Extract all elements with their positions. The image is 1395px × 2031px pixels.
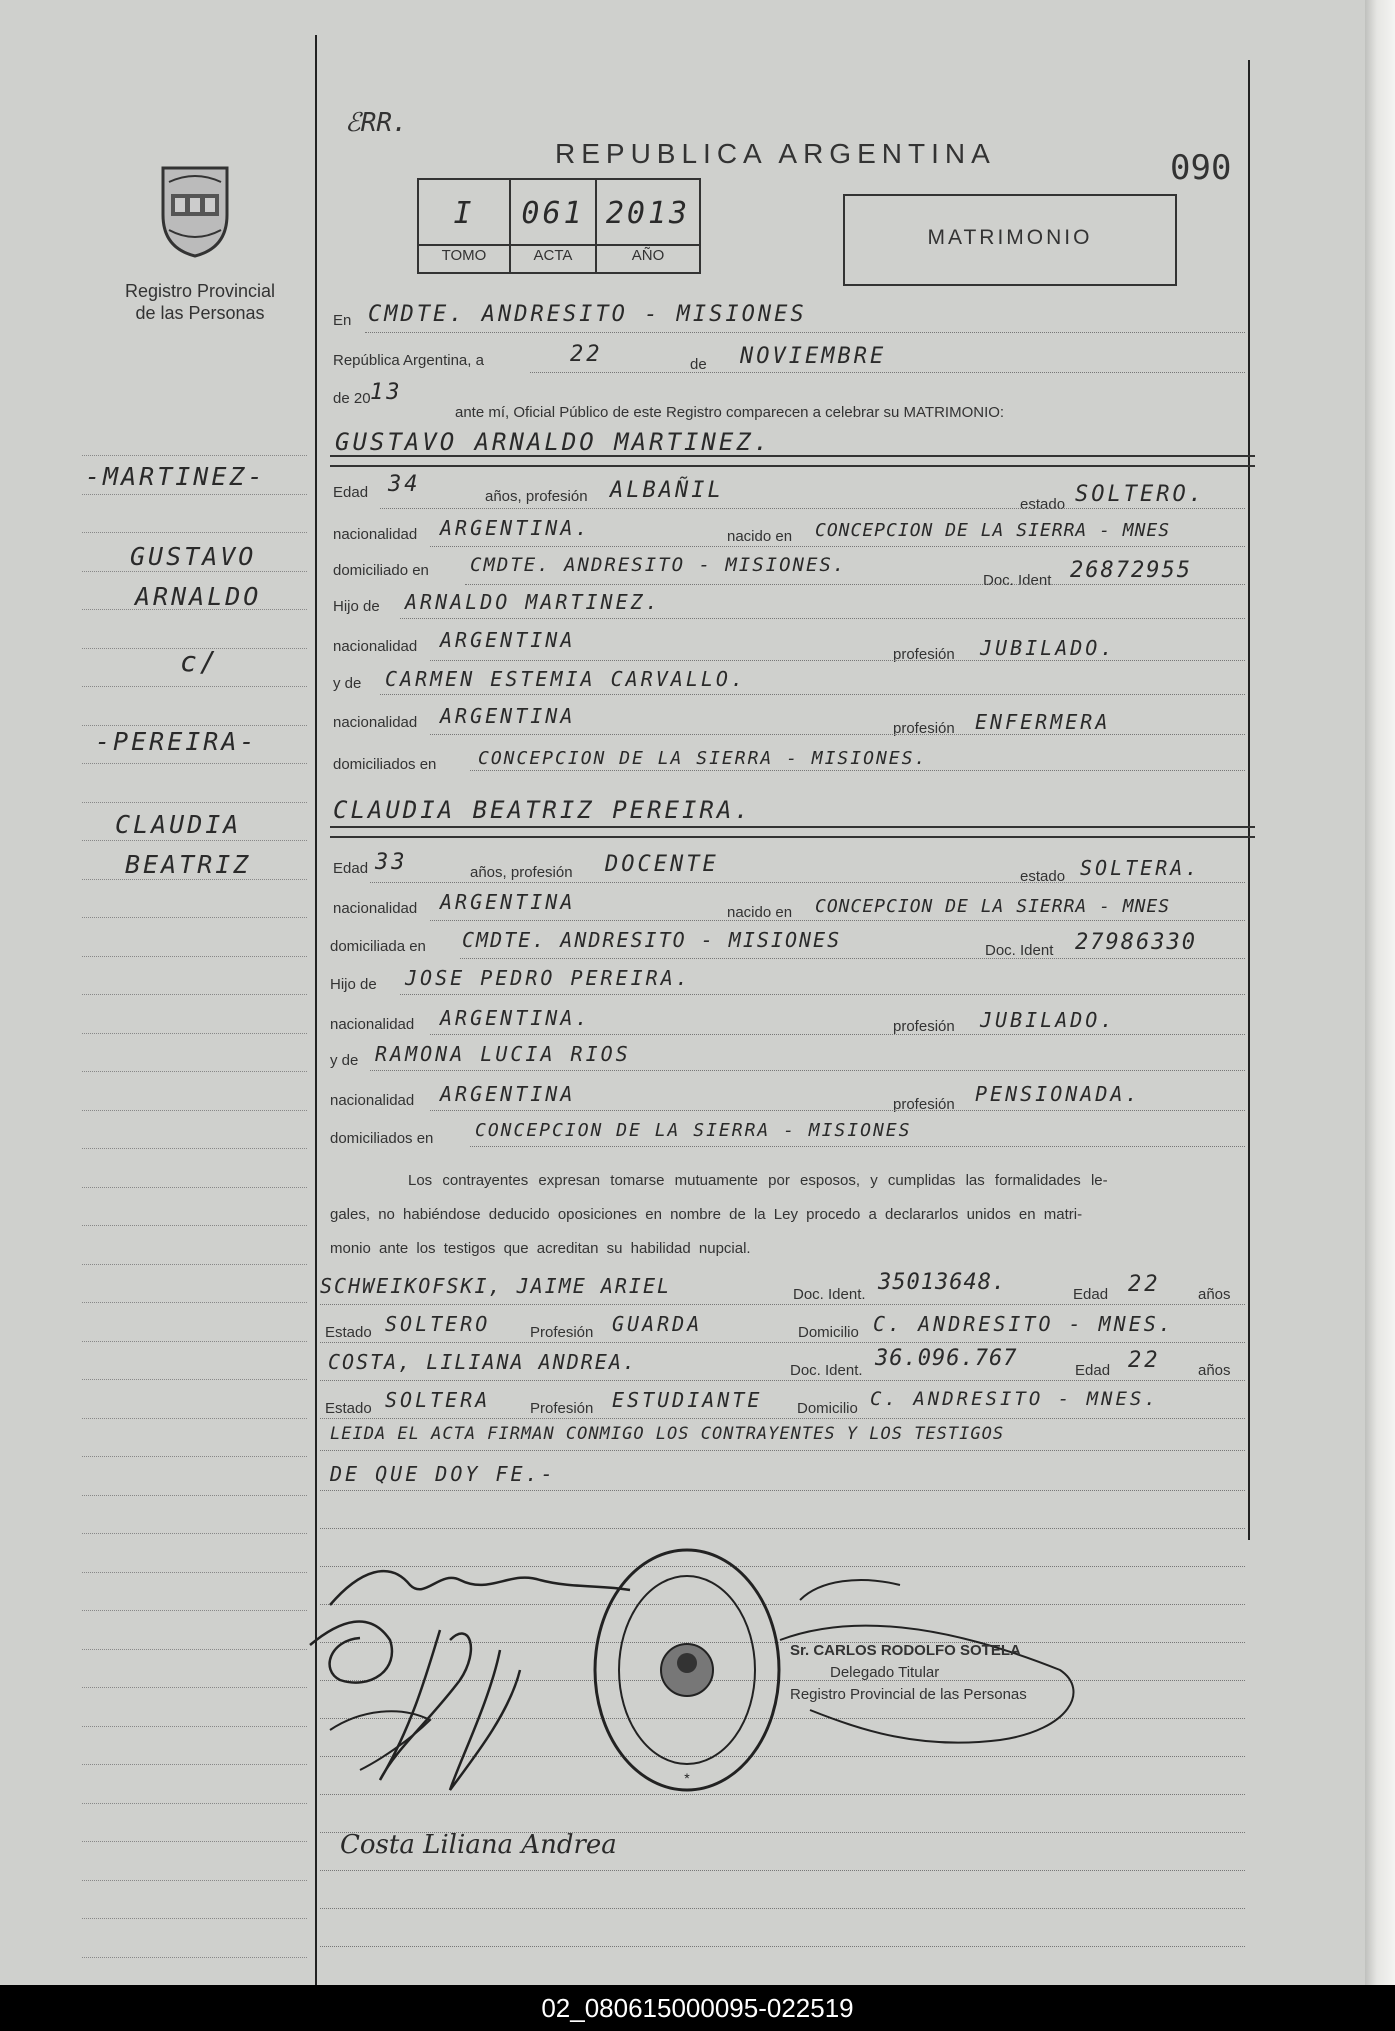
margin-line	[82, 1918, 307, 1919]
officer-office: Registro Provincial de las Personas	[790, 1686, 1027, 1703]
label-hijo-de: Hijo de	[330, 976, 377, 993]
margin-line	[82, 840, 307, 841]
margin-surname2: -PEREIRA-	[95, 727, 258, 756]
margin-line	[82, 648, 307, 649]
label-nacionalidad: nacionalidad	[333, 526, 418, 543]
margin-line	[82, 1880, 307, 1881]
place: CMDTE. ANDRESITO - MISIONES	[368, 302, 807, 327]
margin-line	[82, 1610, 307, 1611]
bride-profession: DOCENTE	[605, 852, 719, 877]
ruled-line	[320, 1528, 1245, 1529]
label-anos: años	[1198, 1286, 1231, 1303]
margin-line	[82, 956, 307, 957]
fill-line	[380, 694, 1245, 695]
groom-status: SOLTERO.	[1075, 482, 1205, 507]
bride-mother-nationality: ARGENTINA	[440, 1082, 576, 1106]
act-number-box	[417, 178, 701, 274]
margin-line	[82, 609, 307, 610]
officer-title: Delegado Titular	[830, 1664, 940, 1681]
ruled-line	[320, 1908, 1245, 1909]
groom-father-profession: JUBILADO.	[980, 636, 1116, 660]
margin-line	[82, 1418, 307, 1419]
officer-name: Sr. CARLOS RODOLFO SOTELA	[790, 1642, 1021, 1659]
declaration-line2: gales, no habiéndose deducido oposiciones en nombre de la Ley procedo a declararlos unidos en matri-	[330, 1206, 1083, 1223]
fill-line	[430, 920, 1245, 921]
witness2-status: SOLTERA	[385, 1388, 491, 1412]
label-domiciliados: domiciliados en	[330, 1130, 434, 1147]
margin-line	[82, 763, 307, 764]
bride-father-profession: JUBILADO.	[980, 1008, 1116, 1032]
official-seal-icon	[590, 1545, 785, 1795]
groom-mother-nationality: ARGENTINA	[440, 704, 576, 728]
closing-line1: LEIDA EL ACTA FIRMAN CONMIGO LOS CONTRAYENTES Y LOS TESTIGOS	[330, 1424, 1005, 1444]
ruled-line	[320, 1946, 1245, 1947]
witness1-name: SCHWEIKOFSKI, JAIME ARIEL	[320, 1274, 672, 1298]
officer-block	[790, 1640, 1027, 1706]
registry-name-line1: Registro Provincial	[124, 281, 276, 301]
label-en: En	[333, 312, 352, 329]
label-domiciliados: domiciliados en	[333, 756, 437, 773]
margin-line	[82, 994, 307, 995]
fill-line	[430, 1110, 1245, 1111]
groom-birthplace: CONCEPCION DE LA SIERRA - MNES	[815, 520, 1171, 541]
section-rule	[330, 836, 1255, 838]
witness1-status: SOLTERO	[385, 1312, 491, 1336]
tomo-label: TOMO	[441, 247, 487, 264]
margin-surname1: -MARTINEZ-	[85, 462, 266, 491]
margin-line	[82, 686, 307, 687]
bride-mother: RAMONA LUCIA RIOS	[375, 1042, 631, 1066]
registry-shield-icon	[155, 160, 235, 260]
groom-mother-profession: ENFERMERA	[975, 710, 1111, 734]
year-suffix: 13	[370, 380, 403, 405]
label-profesion: Profesión	[530, 1400, 594, 1417]
fill-line	[400, 994, 1245, 995]
label-estado: Estado	[325, 1324, 372, 1341]
section-rule	[330, 826, 1255, 828]
witness-signature: Costa Liliana Andrea	[340, 1830, 617, 1860]
declaration-line1: Los contrayentes expresan tomarse mutuamente por esposos, y cumplidas las formalidades le-	[408, 1172, 1108, 1189]
label-domiciliado: domiciliado en	[333, 562, 429, 579]
label-estado: Estado	[325, 1400, 372, 1417]
label-nacionalidad: nacionalidad	[330, 1016, 415, 1033]
margin-line	[82, 494, 307, 495]
witness2-doc: 36.096.767	[875, 1346, 1018, 1371]
footer-id: 02_080615000095-022519	[0, 1985, 1395, 2031]
fill-line	[320, 1342, 1245, 1343]
margin-line	[82, 1071, 307, 1072]
witness2-profession: ESTUDIANTE	[612, 1388, 763, 1412]
margin-line	[82, 571, 307, 572]
label-domicilio: Domicilio	[798, 1324, 859, 1341]
fill-line	[470, 1146, 1245, 1147]
bride-mother-profession: PENSIONADA.	[975, 1082, 1141, 1106]
margin-line	[82, 1379, 307, 1380]
margin-given1a: GUSTAVO	[130, 542, 257, 571]
bride-age: 33	[375, 850, 408, 875]
fill-line	[400, 618, 1245, 619]
ante-text: ante mí, Oficial Público de este Registro comparecen a celebrar su MATRIMONIO:	[455, 404, 1005, 421]
month: NOVIEMBRE	[740, 344, 887, 369]
margin-line	[82, 1495, 307, 1496]
label-profesion: profesión	[893, 720, 955, 737]
label-estado: estado	[1020, 868, 1066, 885]
ano-value: 2013	[605, 196, 691, 231]
closing-line2: DE QUE DOY FE.-	[330, 1462, 556, 1486]
acta-value: 061	[521, 196, 585, 231]
label-year-prefix: de 20	[333, 390, 371, 407]
witness2-name: COSTA, LILIANA ANDREA.	[328, 1350, 637, 1374]
label-doc-ident: Doc. Ident.	[790, 1362, 863, 1379]
margin-line	[82, 1572, 307, 1573]
groom-profession: ALBAÑIL	[610, 478, 724, 503]
header-title: REPUBLICA ARGENTINA	[555, 138, 996, 169]
label-nacido-en: nacido en	[727, 528, 793, 545]
fill-line	[370, 882, 1245, 883]
fill-line	[430, 1034, 1245, 1035]
groom-father-nationality: ARGENTINA	[440, 628, 576, 652]
registry-name	[100, 280, 300, 324]
acta-label: ACTA	[533, 247, 573, 264]
label-profesion: profesión	[893, 646, 955, 663]
margin-line	[82, 879, 307, 880]
label-edad: Edad	[1073, 1286, 1109, 1303]
margin-given2a: CLAUDIA	[115, 810, 242, 839]
margin-line	[82, 532, 307, 533]
fill-line	[470, 770, 1245, 771]
witness2-age: 22	[1128, 1348, 1161, 1373]
fill-line	[365, 332, 1245, 333]
label-nacionalidad: nacionalidad	[330, 1092, 415, 1109]
fill-line	[430, 734, 1245, 735]
margin-line	[82, 1456, 307, 1457]
groom-nationality: ARGENTINA.	[440, 516, 591, 540]
ruled-line	[320, 1870, 1245, 1871]
fill-line	[465, 584, 1245, 585]
margin-given1b: ARNALDO	[135, 582, 262, 611]
label-nacionalidad: nacionalidad	[333, 900, 418, 917]
margin-line	[82, 1649, 307, 1650]
section-rule	[330, 455, 1255, 457]
bride-father-nationality: ARGENTINA.	[440, 1006, 591, 1030]
groom-address: CMDTE. ANDRESITO - MISIONES.	[470, 554, 847, 576]
label-anos: años	[1198, 1362, 1231, 1379]
label-nacionalidad: nacionalidad	[333, 714, 418, 731]
page-number: 090	[1170, 148, 1232, 188]
margin-line	[82, 1341, 307, 1342]
bride-name: CLAUDIA BEATRIZ PEREIRA.	[333, 796, 752, 824]
label-anos-profesion: años, profesión	[485, 488, 588, 505]
groom-mother: CARMEN ESTEMIA CARVALLO.	[385, 667, 746, 691]
fill-line	[430, 660, 1245, 661]
margin-line	[82, 1264, 307, 1265]
witness1-age: 22	[1128, 1272, 1161, 1297]
act-type-box	[843, 194, 1177, 286]
bride-father: JOSE PEDRO PEREIRA.	[405, 966, 691, 990]
act-type-label: MATRIMONIO	[927, 226, 1093, 249]
margin-line	[82, 1726, 307, 1727]
margin-line	[82, 1110, 307, 1111]
label-de: de	[690, 356, 707, 373]
bride-doc: 27986330	[1075, 930, 1197, 955]
fill-line	[430, 546, 1245, 547]
registry-name-line2: de las Personas	[135, 303, 265, 323]
label-domicilio: Domicilio	[797, 1400, 858, 1417]
margin-line	[82, 1764, 307, 1765]
groom-father: ARNALDO MARTINEZ.	[405, 590, 661, 614]
ruled-line	[320, 1490, 1245, 1491]
label-nacido-en: nacido en	[727, 904, 793, 921]
margin-line	[82, 1841, 307, 1842]
svg-text:*: *	[684, 1770, 690, 1786]
label-edad: Edad	[1075, 1362, 1111, 1379]
witness1-profession: GUARDA	[612, 1312, 703, 1336]
fill-line	[320, 1418, 1245, 1419]
label-anos-profesion: años, profesión	[470, 864, 573, 881]
header-mark: ℰRR.	[345, 108, 408, 138]
label-doc-ident: Doc. Ident.	[793, 1286, 866, 1303]
groom-doc: 26872955	[1070, 558, 1192, 583]
label-edad: Edad	[333, 860, 369, 877]
label-profesion: Profesión	[530, 1324, 594, 1341]
margin-line	[82, 1803, 307, 1804]
label-hijo-de: Hijo de	[333, 598, 380, 615]
margin-given2b: BEATRIZ	[125, 850, 252, 879]
label-y-de: y de	[330, 1052, 359, 1069]
margin-line	[82, 1148, 307, 1149]
groom-name: GUSTAVO ARNALDO MARTINEZ.	[335, 428, 772, 456]
margin-line	[82, 1225, 307, 1226]
margin-line	[82, 1533, 307, 1534]
margin-line	[82, 1302, 307, 1303]
bride-nationality: ARGENTINA	[440, 890, 576, 914]
ano-label: AÑO	[631, 247, 665, 264]
fill-line	[320, 1380, 1245, 1381]
right-rule	[1248, 60, 1250, 1540]
fill-line	[370, 1070, 1245, 1071]
section-rule	[330, 465, 1255, 467]
fill-line	[320, 1304, 1245, 1305]
fill-line	[320, 1450, 1245, 1451]
label-estado: estado	[1020, 496, 1066, 513]
bride-parents-address: CONCEPCION DE LA SIERRA - MISIONES	[475, 1120, 912, 1141]
fill-line	[460, 958, 1245, 959]
fill-line	[380, 508, 1245, 509]
margin-line	[82, 1033, 307, 1034]
label-y-de: y de	[333, 675, 362, 692]
label-doc-ident: Doc. Ident	[985, 942, 1054, 959]
groom-parents-address: CONCEPCION DE LA SIERRA - MISIONES.	[478, 748, 928, 769]
bride-status: SOLTERA.	[1080, 856, 1201, 880]
witness2-address: C. ANDRESITO - MNES.	[870, 1388, 1159, 1410]
margin-line	[82, 1687, 307, 1688]
margin-line	[82, 802, 307, 803]
witness1-doc: 35013648.	[878, 1270, 1007, 1295]
page-edge	[1365, 0, 1395, 1985]
bride-address: CMDTE. ANDRESITO - MISIONES	[462, 928, 842, 952]
label-profesion: profesión	[893, 1018, 955, 1035]
tomo-value: I	[453, 196, 475, 231]
margin-line	[82, 725, 307, 726]
margin-line	[82, 1957, 307, 1958]
margin-conj: c/	[180, 645, 220, 678]
day: 22	[570, 342, 603, 367]
groom-age: 34	[388, 472, 421, 497]
declaration-line3: monio ante los testigos que acreditan su habilidad nupcial.	[330, 1240, 751, 1257]
fill-line	[530, 372, 1245, 373]
margin-line	[82, 1187, 307, 1188]
label-nacionalidad: nacionalidad	[333, 638, 418, 655]
witness1-address: C. ANDRESITO - MNES.	[873, 1312, 1174, 1336]
bride-birthplace: CONCEPCION DE LA SIERRA - MNES	[815, 896, 1171, 917]
label-republica: República Argentina, a	[333, 352, 484, 369]
label-edad: Edad	[333, 484, 369, 501]
label-domiciliada: domiciliada en	[330, 938, 426, 955]
label-profesion: profesión	[893, 1096, 955, 1113]
margin-line	[82, 455, 307, 456]
label-doc-ident: Doc. Ident	[983, 572, 1052, 589]
margin-line	[82, 917, 307, 918]
